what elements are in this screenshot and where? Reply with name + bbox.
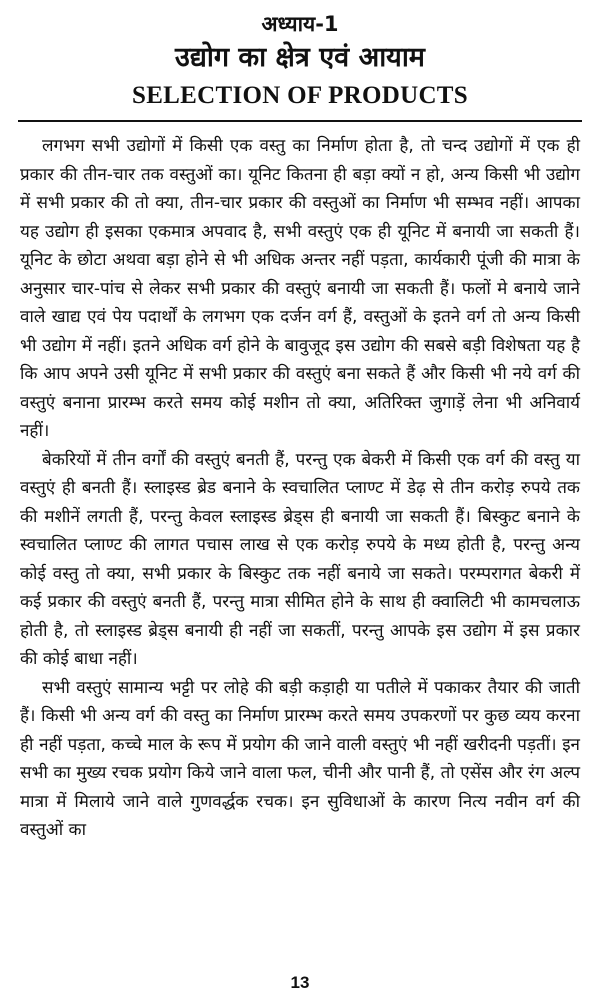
paragraph: सभी वस्तुएं सामान्य भट्टी पर लोहे की बड़ी कड़ाही या पतीले में पकाकर तैयार की जाती हैं। किसी भी अन्य वर्ग की वस्तु का निर्माण प्रारम्भ करते समय उपकरणों पर कुछ व्यय करना ही नहीं पड़ता, कच्चे माल के रूप में प्रयोग की जाने वाली वस्तुएं भी नहीं खरीदनी पड़तीं। इन सभी का मुख्य रचक प्रयोग किये जाने वाला फल, चीनी और पानी हैं, तो एसेंस और रंग अल्प मात्रा में मिलाये जाने वाले गुणवर्द्धक रचक। इन सुविधाओं के कारण नित्य नवीन वर्ग की वस्तुओं का — [20, 677, 580, 840]
header-divider — [18, 120, 582, 122]
chapter-title-hindi: उद्योग का क्षेत्र एवं आयाम — [175, 42, 425, 73]
chapter-number: अध्याय-1 — [261, 12, 339, 36]
chapter-title-english: SELECTION OF PRODUCTS — [132, 82, 468, 109]
body-text — [20, 132, 580, 845]
chapter-header — [20, 10, 580, 112]
paragraph: लगभग सभी उद्योगों में किसी एक वस्तु का निर्माण होता है, तो चन्द उद्योगों में एक ही प्रकार की तीन-चार तक वस्तुओं का। यूनिट कितना ही बड़ा क्यों न हो, अन्य किसी भी उद्योग में सभी प्रकार की तो क्या, तीन-चार प्रकार की वस्तुओं का निर्माण भी सम्भव नहीं। आपका यह उद्योग ही इसका एकमात्र अपवाद है, सभी वस्तुएं एक ही यूनिट में बनायी जा सकती हैं। यूनिट के छोटा अथवा बड़ा होने से भी अधिक अन्तर नहीं पड़ता, कार्यकारी पूंजी की मात्रा के अनुसार चार-पांच से लेकर सभी प्रकार की वस्तुएं बनायी जा सकती हैं। फलों मे बनाये जाने वाले खाद्य एवं पेय पदार्थों के लगभग एक दर्जन वर्ग हैं, वस्तुओं के इतने वर्ग तो अन्य किसी भी उद्योग में नहीं। इतने अधिक वर्ग होने के बावुजूद इस उद्योग की सबसे बड़ी विशेषता यह है कि आप अपने उसी यूनिट में सभी प्रकार की वस्तुएं बना सकते हैं और किसी भी नये वर्ग की वस्तुएं बनाना प्रारम्भ करते समय कोई मशीन तो क्या, अतिरिक्त जुगाड़ें लेना भी अनिवार्य नहीं। — [20, 136, 580, 441]
paragraph: बेकरियों में तीन वर्गों की वस्तुएं बनती हैं, परन्तु एक बेकरी में किसी एक वर्ग की वस्तु या वस्तुएं ही बनती हैं। स्लाइस्ड ब्रेड बनाने के स्वचालित प्लाण्ट में डेढ़ से तीन करोड़ रुपये तक की मशीनें लगती हैं, परन्तु केवल स्लाइस्ड ब्रेड्स ही बनायी जा सकती हैं। बिस्कुट बनाने के स्वचालित प्लाण्ट की लागत पचास लाख से एक करोड़ रुपये के मध्य होती है, परन्तु अन्य कोई वस्तु तो क्या, सभी प्रकार के बिस्कुट तक नहीं बनाये जा सकते। परम्परागत बेकरी में कई प्रकार की वस्तुएं बनती हैं, परन्तु मात्रा सीमित होने के साथ ही क्वालिटी भी कामचलाऊ होती है, तो स्लाइस्ड ब्रेड्स बनायी ही नहीं जा सकतीं, परन्तु आपके इस उद्योग में इस प्रकार की कोई बाधा नहीं। — [20, 449, 580, 669]
page-number: 13 — [290, 973, 310, 992]
